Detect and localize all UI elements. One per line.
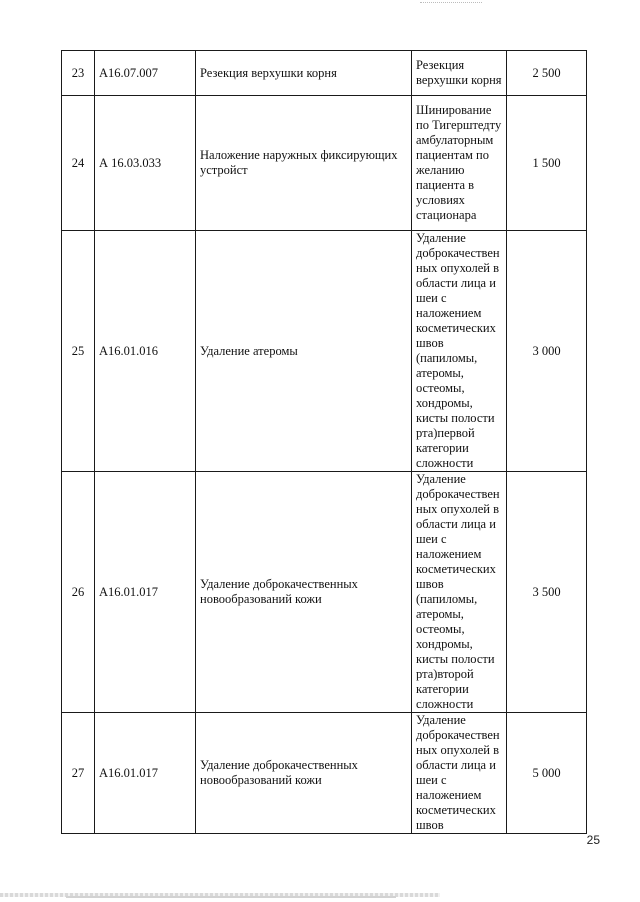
row-number: 23 bbox=[62, 51, 95, 96]
price-table bbox=[61, 50, 587, 834]
scan-artifact-top bbox=[420, 2, 482, 5]
row-number: 26 bbox=[62, 472, 95, 713]
service-price: 1 500 bbox=[507, 96, 587, 231]
service-name: Наложение наружных фиксирующих устройст bbox=[196, 96, 412, 231]
row-number: 24 bbox=[62, 96, 95, 231]
service-code: A16.01.016 bbox=[95, 231, 196, 472]
service-description-text: Удаление доброкачествен ных опухолей в области лица и шеи с наложением косметических швов (папиломы, атеромы, остеомы, хондромы, кисты полости рта)первой категории сложности bbox=[416, 231, 500, 470]
service-name: Удаление доброкачественных новообразований кожи bbox=[196, 472, 412, 713]
service-name: Резекция верхушки корня bbox=[196, 51, 412, 96]
table-row bbox=[62, 231, 587, 472]
service-description bbox=[412, 231, 507, 472]
table-row bbox=[62, 51, 587, 96]
service-price: 5 000 bbox=[507, 713, 587, 834]
page-number: 25 bbox=[586, 833, 600, 847]
table-row bbox=[62, 96, 587, 231]
service-description-text: Шинирование по Тигерштедту амбулаторным пациентам по желанию пациента в условиях стационара bbox=[416, 103, 502, 222]
service-description bbox=[412, 472, 507, 713]
scan-artifact-bottom-line bbox=[66, 896, 396, 898]
service-description-text: Удаление доброкачествен ных опухолей в области лица и шеи с наложением косметических швов (папиломы, атеромы, остеомы, хондромы, кисты полости рта)второй категории сложности bbox=[416, 472, 500, 711]
service-name: Удаление доброкачественных новообразований кожи bbox=[196, 713, 412, 834]
service-code: A16.01.017 bbox=[95, 713, 196, 834]
row-number: 27 bbox=[62, 713, 95, 834]
service-description-text: Удаление доброкачествен ных опухолей в области лица и шеи с наложением косметических швов bbox=[416, 713, 500, 832]
service-price: 3 000 bbox=[507, 231, 587, 472]
table-row bbox=[62, 713, 587, 834]
service-code: А 16.03.033 bbox=[95, 96, 196, 231]
service-description bbox=[412, 713, 507, 834]
service-price: 3 500 bbox=[507, 472, 587, 713]
row-number: 25 bbox=[62, 231, 95, 472]
table-row bbox=[62, 472, 587, 713]
service-description bbox=[412, 51, 507, 96]
service-description bbox=[412, 96, 507, 231]
service-description-text: Резекция верхушки корня bbox=[416, 58, 502, 87]
service-code: A16.07.007 bbox=[95, 51, 196, 96]
service-name: Удаление атеромы bbox=[196, 231, 412, 472]
service-price: 2 500 bbox=[507, 51, 587, 96]
service-code: A16.01.017 bbox=[95, 472, 196, 713]
